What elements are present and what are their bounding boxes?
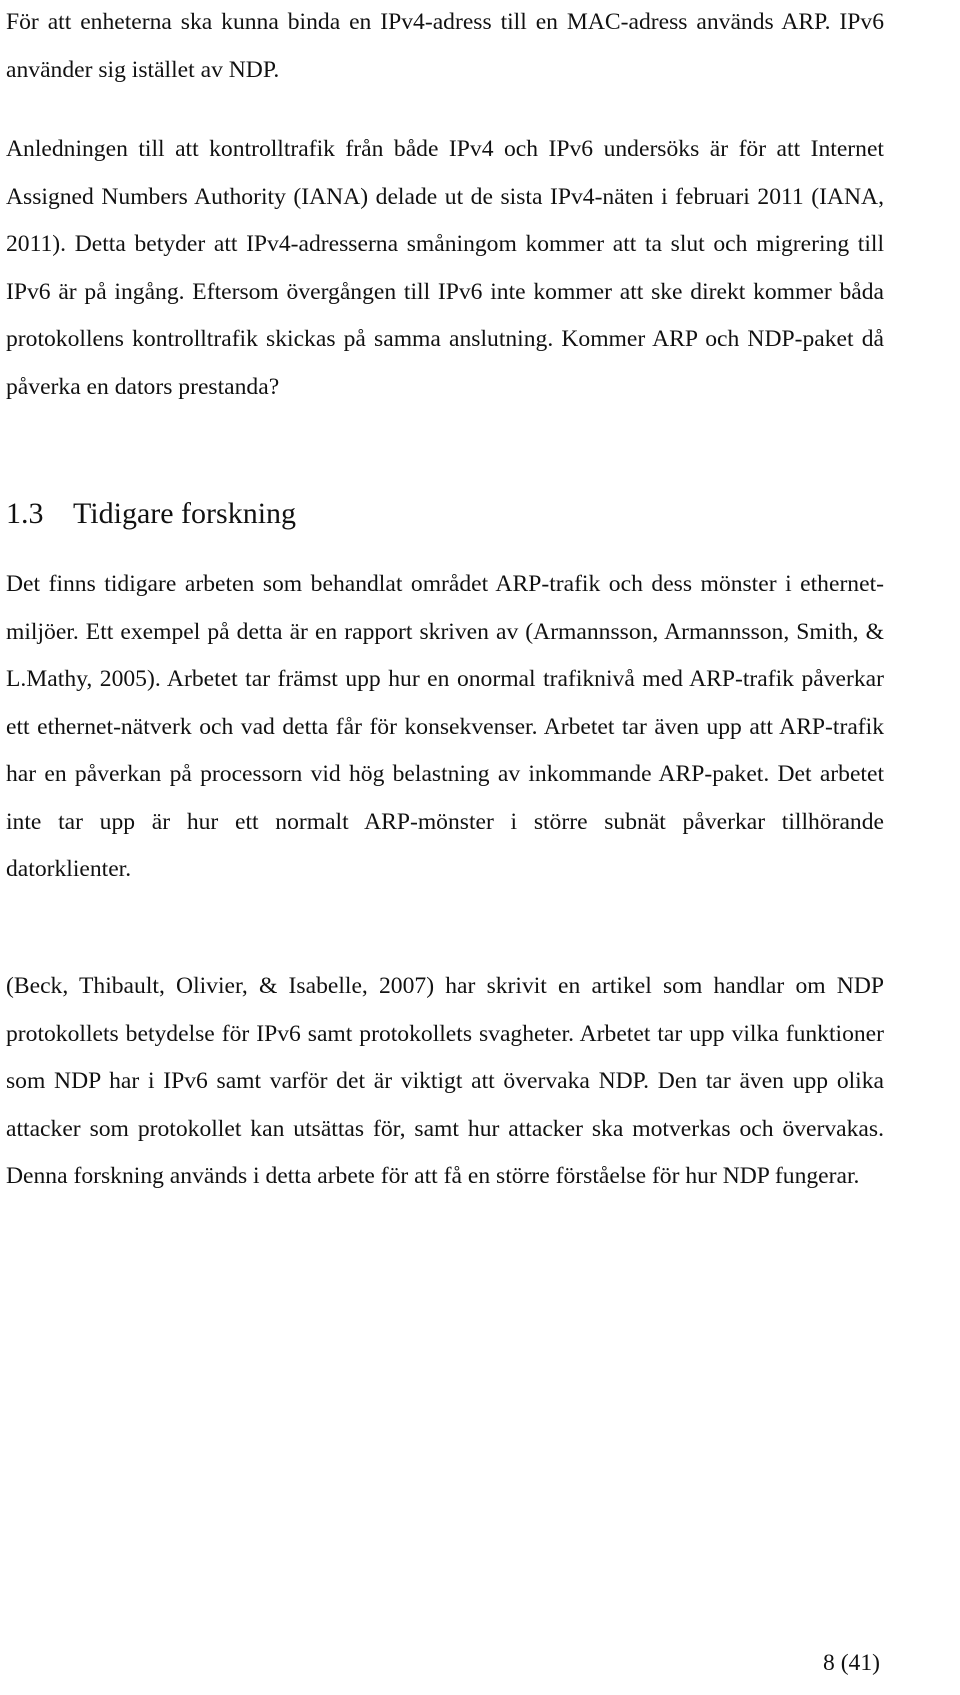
page-number: 8 (41) [823, 1650, 881, 1676]
paragraph-arp-ndp: För att enheterna ska kunna binda en IPv4-adress till en MAC-adress används ARP. IPv6 använder sig istället av NDP. [6, 9, 884, 83]
paragraph-ipv4-ipv6-motivation: Anledningen till att kontrolltrafik från både IPv4 och IPv6 undersöks är för att Internet Assigned Numbers Authority (IANA) delade ut de sista IPv4-näten i februari 2011 (IANA, 2011). Detta betyder att IPv4-adresserna småningom kommer att ta slut och migrering till IPv6 är på ingång. Eftersom övergången till IPv6 inte kommer att ske direkt kommer båda protokollens kontrolltrafik skickas på samma anslutning. Kommer ARP och NDP-paket då påverka en dators prestanda? [6, 136, 884, 400]
paragraph-previous-ndp-research: (Beck, Thibault, Olivier, & Isabelle, 2007) har skrivit en artikel som handlar om NDP protokollets betydelse för IPv6 samt protokollets svagheter. Arbetet tar upp vilka funktioner som NDP har i IPv6 samt varför det är viktigt att övervaka NDP. Den tar även upp olika attacker som protokollet kan utsättas för, samt hur attacker ska motverkas och övervakas. Denna forskning används i detta arbete för att få en större förståelse för hur NDP fungerar. [6, 973, 884, 1189]
section-number: 1.3 [6, 497, 44, 530]
document-page [6, 0, 884, 1695]
section-title: Tidigare forskning [73, 497, 297, 530]
section-heading [6, 494, 296, 534]
paragraph-previous-arp-research: Det finns tidigare arbeten som behandlat området ARP-trafik och dess mönster i ethernet-miljöer. Ett exempel på detta är en rapport skriven av (Armannsson, Armannsson, Smith, & L.Mathy, 2005). Arbetet tar främst upp hur en onormal trafiknivå med ARP-trafik påverkar ett ethernet-nätverk och vad detta får för konsekvenser. Arbetet tar även upp att ARP-trafik har en påverkan på processorn vid hög belastning av inkommande ARP-paket. Det arbetet inte tar upp är hur ett normalt ARP-mönster i större subnät påverkar tillhörande datorklienter. [6, 571, 884, 882]
